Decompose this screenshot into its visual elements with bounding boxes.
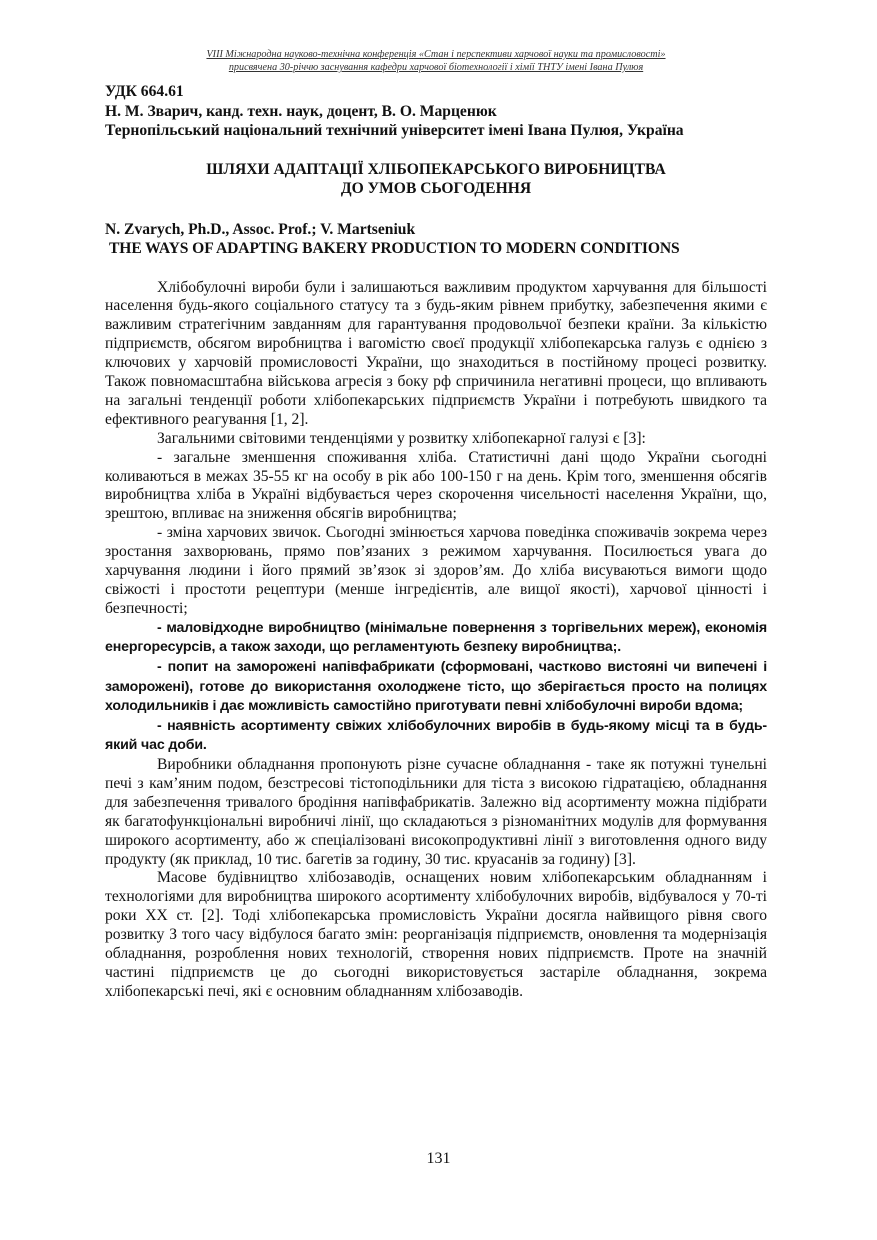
paragraph-trend-frozen: - попит на заморожені напівфабрикати (сформовані, частково вистояні чи випечені і заморожені), готове до використання охолоджене тісто, що зберігається просто на полицях холодильників і дає можливість самостійно приготувати певні хлібобулочні вироби вдома; [105,659,767,715]
running-header-line-2: присвячена 30-річчю заснування кафедри харчової біотехнології і хімії ТНТУ імені Івана Пулюя [228,62,644,73]
article-title-ua [105,160,767,198]
paragraph-trend-consumption: - загальне зменшення споживання хліба. Статистичні дані щодо України сьогодні коливаються в межах 35-55 кг на особу в рік або 100-150 г на день. Крім того, зменшення обсягів виробництва хліба в Україні відбувається через скорочення чисельності населення України, що, зрештою, впливає на зниження обсягів виробництва; [105,448,767,523]
article-title-en: THE WAYS OF ADAPTING BAKERY PRODUCTION TO MODERN CONDITIONS [109,239,680,257]
paragraph-intro: Хлібобулочні вироби були і залишаються важливим продуктом харчування для більшості населення будь-якого соціального статусу та з будь-яким рівнем прибутку, забезпечення якими є важливим стратегічним завданням для гарантування продовольчої безпеки країни. За кількістю підприємств, обсягом виробництва і вагомістю своєї продукції хлібопекарська галузь є однією з ключових у харчовій промисловості України, що знаходиться в постійному процесі розвитку. Також повномасштабна військова агресія з боку рф спричинила негативні процеси, що впливають на загальні тенденції роботи хлібопекарських підприємств України і потребують швидкого та ефективного реагування [1, 2]. [105,278,767,428]
authors-en: N. Zvarych, Ph.D., Assoc. Prof.; V. Martseniuk [105,220,416,238]
paragraph-trends-lead: Загальними світовими тенденціями у розвитку хлібопекарної галузі є [3]: [157,429,646,447]
paragraph-history: Масове будівництво хлібозаводів, оснащених новим хлібопекарським обладнанням і технологіями для виробництва широкого асортименту хлібобулочних виробів, відбувалося у 70-ті роки XX ст. [2]. Тоді хлібопекарська промисловість України досягла найвищого рівня свого розвитку З того часу відбулося багато змін: реорганізація підприємств, оновлення та модернізація обладнання, розроблення нових технологій, створення нових підприємств. Проте на значній частині підприємств це до сьогодні використовується застаріле обладнання, зокрема хлібопекарські печі, які є основним обладнанням хлібозаводів. [105,869,767,1000]
title-ua-line-2: ДО УМОВ СЬОГОДЕННЯ [340,179,532,197]
paper-page [105,48,767,1002]
paragraph-trend-habits: - зміна харчових звичок. Сьогодні змінюється харчова поведінка споживачів зокрема через зростання захворювань, прямо пов’язаних з режимом харчування. Посилюється увага до харчування людини і його прямий зв’язок зі здоров’ям. До хліба висуваються вимоги щодо свіжості і простоти рецептури (менше інгредієнтів, але вищої якості), харчової цінності і безпечності; [105,524,767,617]
english-block [105,220,767,258]
udc-code: УДК 664.61 [105,83,184,100]
title-ua-line-1: ШЛЯХИ АДАПТАЦІЇ ХЛІБОПЕКАРСЬКОГО ВИРОБНИЦТВА [206,160,666,178]
running-header-line-1: VIII Міжнародна науково-технічна конференція «Стан і перспективи харчової науки та промисловості» [206,49,666,60]
paragraph-trend-low-waste: - маловідходне виробництво (мінімальне повернення з торгівельних мереж), економія енергоресурсів, а також заходи, що регламентують безпеку виробництва;. [105,619,767,656]
article-meta [105,82,767,141]
paragraph-equipment: Виробники обладнання пропонують різне сучасне обладнання - таке як потужні тунельні печі з кам’яним подом, безстресові тістоподільники для тіста з високою гідратацією, обладнання для забезпечення тривалого бродіння напівфабрикатів. Залежно від асортименту можна підібрати як багатофункціональні виробничі лінії, що складаються з різноманітних модулів для формування широкого асортименту, або ж спеціалізовані високопродуктивні лінії з виготовлення одного виду продукту (як приклад, 10 тис. багетів за годину, 30 тис. круасанів за годину) [3]. [105,755,767,868]
authors-ua: Н. М. Зварич, канд. техн. наук, доцент, В. О. Марценюк [105,102,497,120]
paragraph-trend-availability: - наявність асортименту свіжих хлібобулочних виробів в будь-якому місці та в будь-який час доби. [105,717,767,754]
article-body [105,279,767,1002]
page-number: 131 [426,1150,451,1167]
affiliation: Тернопільський національний технічний університет імені Івана Пулюя, Україна [105,122,684,139]
running-header [105,48,767,74]
